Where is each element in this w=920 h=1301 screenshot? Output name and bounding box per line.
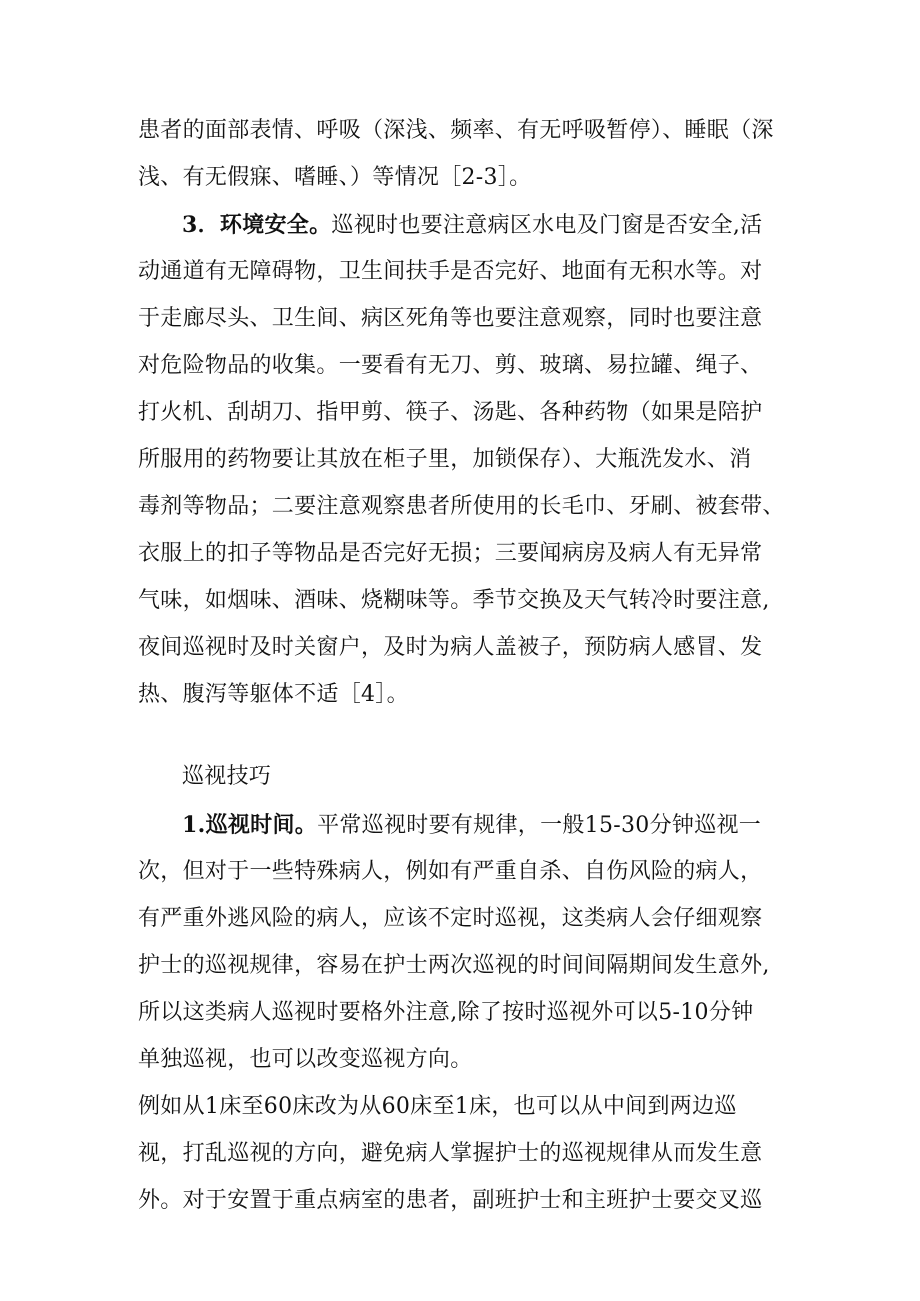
paragraph-environment-line: 气味，如烟味、酒味、烧糊味等。季节交换及天气转冷时要注意, — [138, 588, 770, 613]
section-heading: 巡视技巧 — [182, 764, 272, 789]
paragraph-environment-line-1 — [182, 210, 862, 241]
paragraph-example-line: 外。对于安置于重点病室的患者，副班护士和主班护士要交叉巡 — [138, 1188, 763, 1213]
environment-lead: 3．环境安全。 — [182, 212, 332, 238]
paragraph-time-line-1 — [182, 810, 862, 841]
paragraph-time-line: 有严重外逃风险的病人，应该不定时巡视，这类病人会仔细观察 — [138, 906, 763, 931]
paragraph-environment-line: 动通道有无障碍物，卫生间扶手是否完好、地面有无积水等。对 — [138, 259, 763, 284]
time-lead: 1.巡视时间。 — [182, 812, 318, 838]
paragraph-environment-line: 夜间巡视时及时关窗户，及时为病人盖被子，预防病人感冒、发 — [138, 635, 763, 660]
paragraph-environment-line: 所服用的药物要让其放在柜子里，加锁保存）、大瓶洗发水、消 — [138, 447, 752, 472]
paragraph-time-line: 单独巡视，也可以改变巡视方向。 — [138, 1047, 473, 1072]
paragraph-time-line: 护士的巡视规律，容易在护士两次巡视的时间间隔期间发生意外, — [138, 953, 770, 978]
paragraph-environment-line: 打火机、刮胡刀、指甲剪、筷子、汤匙、各种药物（如果是陪护 — [138, 400, 763, 425]
paragraph-time-line: 次，但对于一些特殊病人，例如有严重自杀、自伤风险的病人， — [138, 859, 763, 884]
paragraph-environment-line: 热、腹泻等躯体不适［4］。 — [138, 682, 409, 707]
time-line-1-rest: 平常巡视时要有规律，一般15-30分钟巡视一 — [317, 813, 762, 838]
paragraph-environment-line: 对危险物品的收集。一要看有无刀、剪、玻璃、易拉罐、绳子、 — [138, 353, 763, 378]
paragraph-environment-line: 衣服上的扣子等物品是否完好无损；三要闻病房及病人有无异常 — [138, 541, 763, 566]
paragraph-time-line: 所以这类病人巡视时要格外注意,除了按时巡视外可以5-10分钟 — [138, 1000, 754, 1025]
paragraph-environment-line: 于走廊尽头、卫生间、病区死角等也要注意观察，同时也要注意 — [138, 306, 763, 331]
paragraph-intro-line-1: 患者的面部表情、呼吸（深浅、频率、有无呼吸暂停）、睡眠（深 — [138, 118, 774, 143]
environment-line-1-rest: 巡视时也要注意病区水电及门窗是否安全,活 — [331, 213, 763, 238]
paragraph-example-line: 例如从1床至60床改为从60床至1床，也可以从中间到两边巡 — [138, 1094, 737, 1119]
paragraph-example-line: 视，打乱巡视的方向，避免病人掌握护士的巡视规律从而发生意 — [138, 1141, 763, 1166]
paragraph-environment-line: 毒剂等物品；二要注意观察患者所使用的长毛巾、牙刷、被套带、 — [138, 494, 785, 519]
paragraph-intro-line-2: 浅、有无假寐、嗜睡、）等情况［2-3］。 — [138, 165, 532, 190]
